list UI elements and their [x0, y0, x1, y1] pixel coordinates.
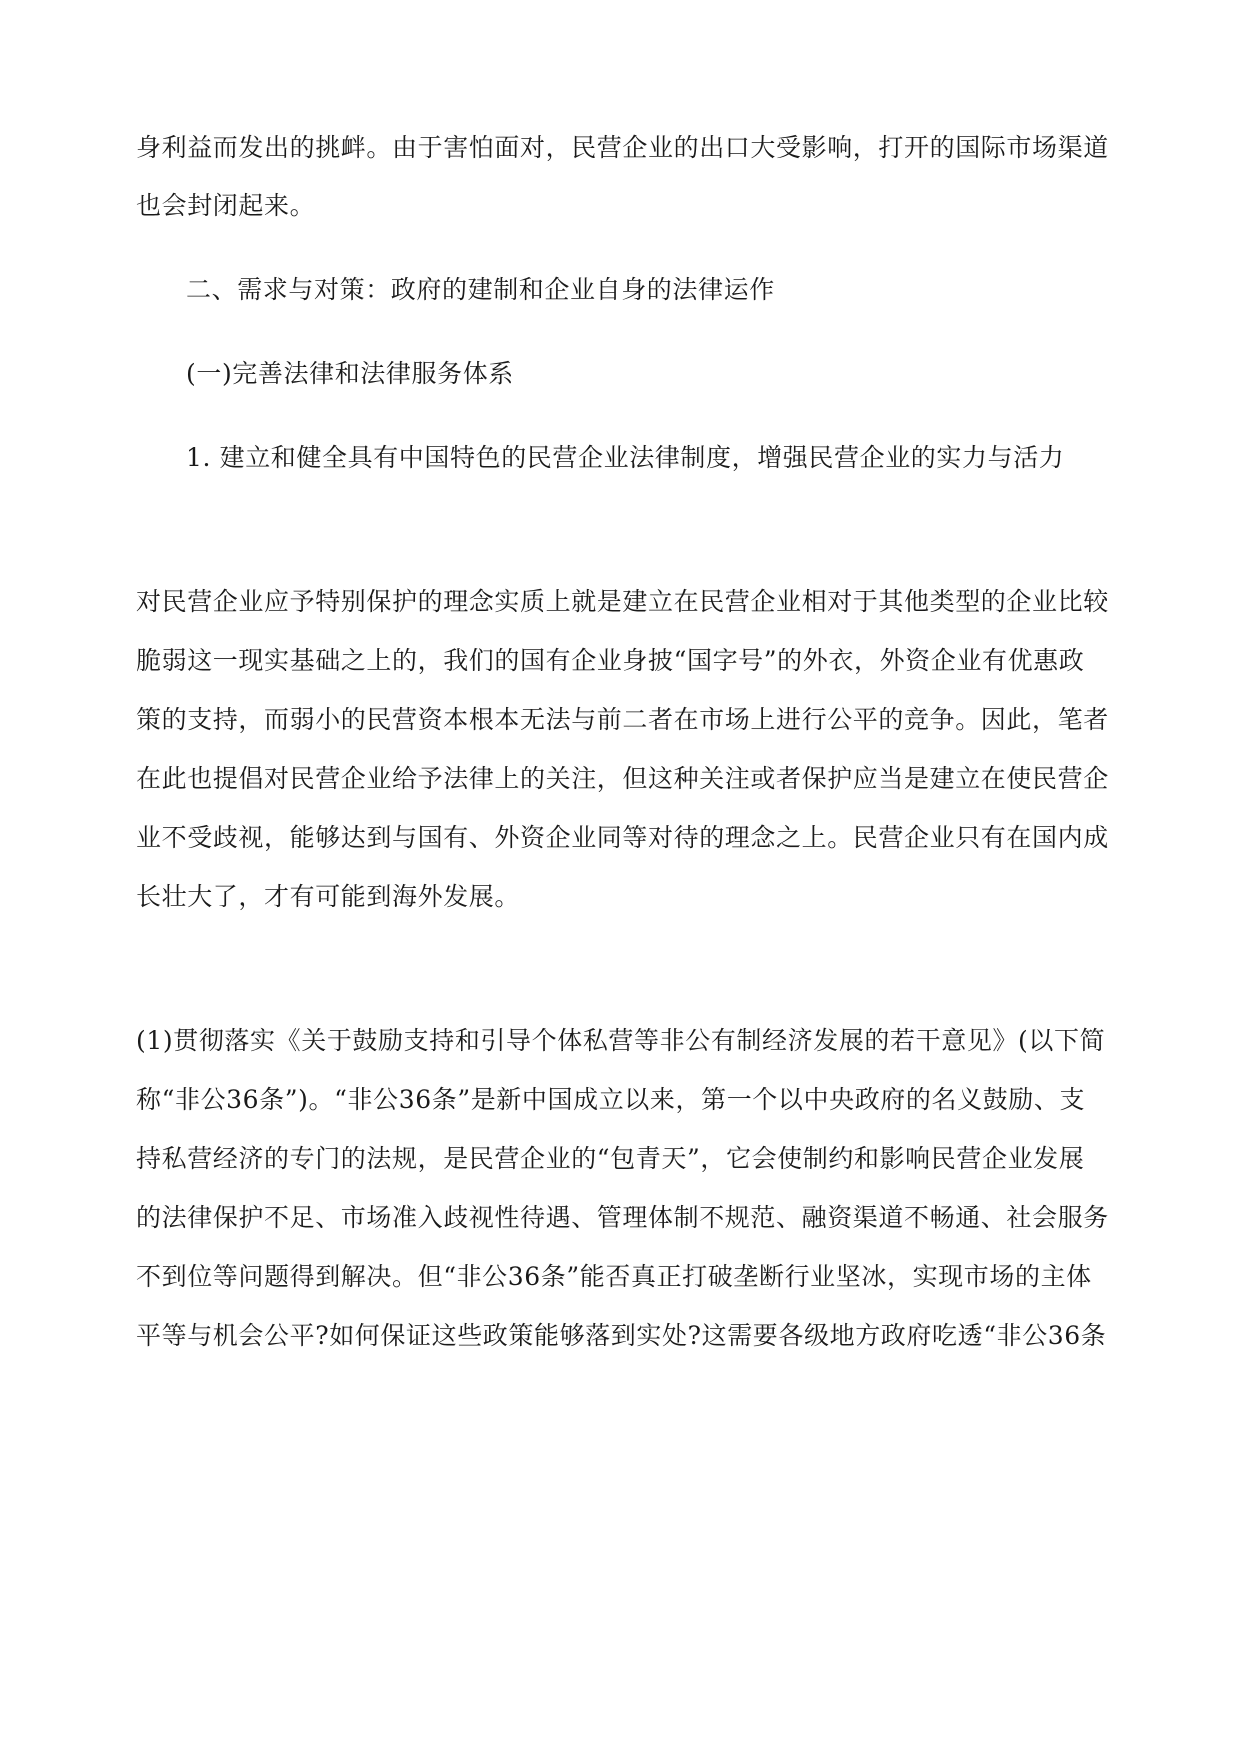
- paragraph-2-line-4: 在此也提倡对民营企业给予法律上的关注，但这种关注或者保护应当是建立在使民营企: [136, 764, 1109, 793]
- paragraph-3-line-3: 持私营经济的专门的法规，是民营企业的“包青天”，它会使制约和影响民营企业发展: [136, 1144, 1085, 1173]
- paragraph-1-line-2: 也会封闭起来。: [136, 191, 316, 220]
- paragraph-2-line-2: 脆弱这一现实基础之上的，我们的国有企业身披“国字号”的外衣，外资企业有优惠政: [136, 646, 1085, 675]
- paragraph-3-line-1: (1)贯彻落实《关于鼓励支持和引导个体私营等非公有制经济发展的若干意见》(以下简: [136, 1026, 1106, 1055]
- paragraph-2-line-5: 业不受歧视，能够达到与国有、外资企业同等对待的理念之上。民营企业只有在国内成: [136, 823, 1109, 852]
- paragraph-2-line-3: 策的支持，而弱小的民营资本根本无法与前二者在市场上进行公平的竞争。因此，笔者: [136, 705, 1109, 734]
- paragraph-3-line-4: 的法律保护不足、市场准入歧视性待遇、管理体制不规范、融资渠道不畅通、社会服务: [136, 1203, 1109, 1232]
- paragraph-1-line-1: 身利益而发出的挑衅。由于害怕面对，民营企业的出口大受影响，打开的国际市场渠道: [136, 133, 1109, 162]
- paragraph-2-line-1: 对民营企业应予特别保护的理念实质上就是建立在民营企业相对于其他类型的企业比较: [136, 587, 1109, 616]
- paragraph-2-line-6: 长壮大了，才有可能到海外发展。: [136, 882, 521, 911]
- paragraph-3-line-2: 称“非公36条”)。“非公36条”是新中国成立以来，第一个以中央政府的名义鼓励、支: [136, 1085, 1086, 1114]
- paragraph-3-line-5: 不到位等问题得到解决。但“非公36条”能否真正打破垄断行业坚冰，实现市场的主体: [136, 1262, 1092, 1291]
- item-heading: 1. 建立和健全具有中国特色的民营企业法律制度，增强民营企业的实力与活力: [186, 443, 1065, 472]
- section-heading: 二、需求与对策：政府的建制和企业自身的法律运作: [186, 275, 775, 304]
- paragraph-3-line-6: 平等与机会公平?如何保证这些政策能够落到实处?这需要各级地方政府吃透“非公36条: [136, 1321, 1107, 1350]
- subsection-heading: (一)完善法律和法律服务体系: [186, 359, 514, 388]
